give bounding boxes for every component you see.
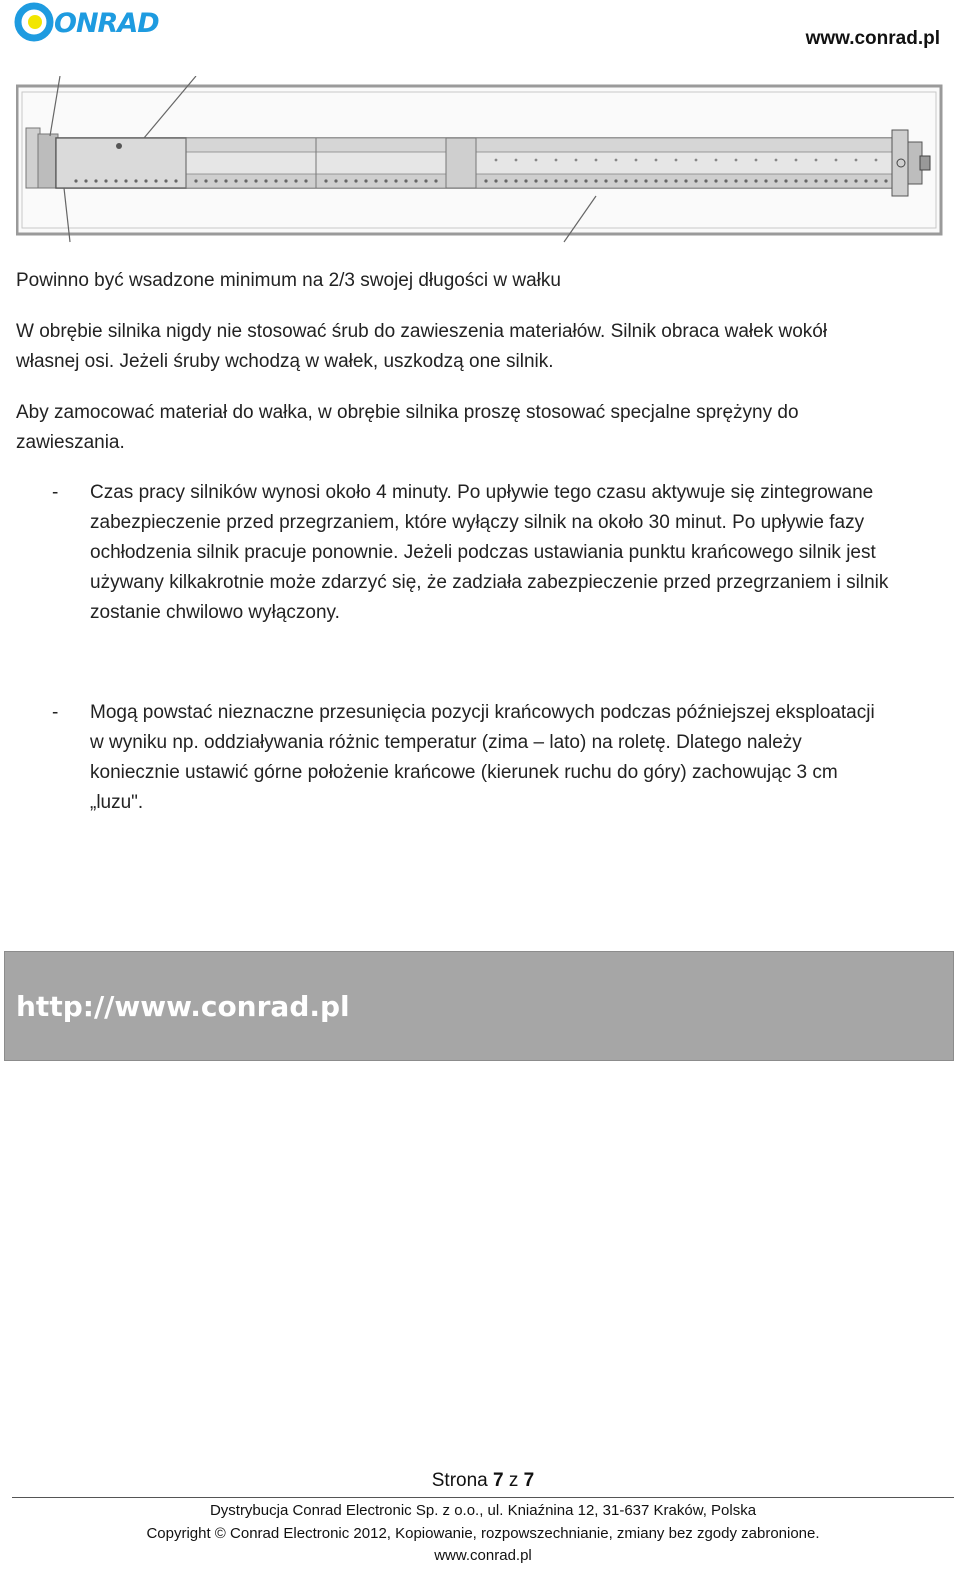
banner-link[interactable]: http://www.conrad.pl <box>16 990 350 1023</box>
footer-url[interactable]: www.conrad.pl <box>434 1547 532 1564</box>
header-url[interactable]: www.conrad.pl <box>805 28 940 49</box>
footer-divider <box>12 1497 954 1498</box>
paragraph-line: własnej osi. Jeżeli śruby wchodzą w wałek, uszkodzą one silnik. <box>16 351 554 372</box>
bullet-dash: - <box>52 482 59 503</box>
paragraph-line: W obrębie silnika nigdy nie stosować śrub do zawieszenia materiałów. Silnik obraca wałek wokół <box>16 321 828 342</box>
bullet-text <box>90 698 960 818</box>
bullet-line: w wyniku np. oddziaływania różnic temperatur (zima – lato) na roletę. Dlatego należy <box>90 732 802 753</box>
footer-copyright: Copyright © Conrad Electronic 2012, Kopiowanie, rozpowszechnianie, zmiany bez zgody zabronione. <box>146 1525 820 1542</box>
bullet-line: ochłodzenia silnik pracuje ponownie. Jeżeli podczas ustawiania punktu krańcowego silnik jest <box>90 542 876 563</box>
paragraph-springs <box>16 398 946 458</box>
page-separator: z <box>508 1470 519 1491</box>
conrad-logo <box>14 2 170 42</box>
bullet-line: koniecznie ustawić górne położenie krańcowe (kierunek ruchu do góry) zachowując 3 cm <box>90 762 838 783</box>
bullet-line: używany kilkakrotnie może zdarzyć się, że zadziała zabezpieczenie przed przegrzaniem i silnik <box>90 572 889 593</box>
bullet-line: zostanie chwilowo wyłączony. <box>90 602 340 623</box>
bullet-line: Mogą powstać nieznaczne przesunięcia pozycji krańcowych podczas późniejszej eksploatacji <box>90 702 875 723</box>
page-current: 7 <box>493 1470 504 1491</box>
paragraph-line: zawieszania. <box>16 432 125 453</box>
bullet-text <box>90 478 960 628</box>
svg-text:ONRAD: ONRAD <box>54 8 159 39</box>
page-prefix: Strona <box>431 1470 488 1491</box>
footer-distributor: Dystrybucja Conrad Electronic Sp. z o.o., ul. Kniaźnina 12, 31-637 Kraków, Polska <box>209 1502 757 1519</box>
bullet-line: Czas pracy silników wynosi około 4 minuty. Po upływie tego czasu aktywuje się zintegrowane <box>90 482 874 503</box>
bullet-line: zabezpieczenie przed przegrzaniem, które wyłączy silnik na około 30 minut. Po upływie fazy <box>90 512 865 533</box>
paragraph-line: Aby zamocować materiał do wałka, w obrębie silnika proszę stosować specjalne sprężyny do <box>16 402 799 423</box>
page-total: 7 <box>523 1470 535 1491</box>
paragraph-screws-warning <box>16 317 946 377</box>
page-number <box>0 1470 960 1492</box>
url-banner <box>4 951 954 1061</box>
bullet-line: „luzu". <box>90 792 144 813</box>
paragraph-insertion-depth: Powinno być wsadzone minimum na 2/3 swojej długości w wałku <box>16 270 561 291</box>
motor-tube-diagram <box>16 76 944 244</box>
bullet-dash: - <box>52 702 59 723</box>
